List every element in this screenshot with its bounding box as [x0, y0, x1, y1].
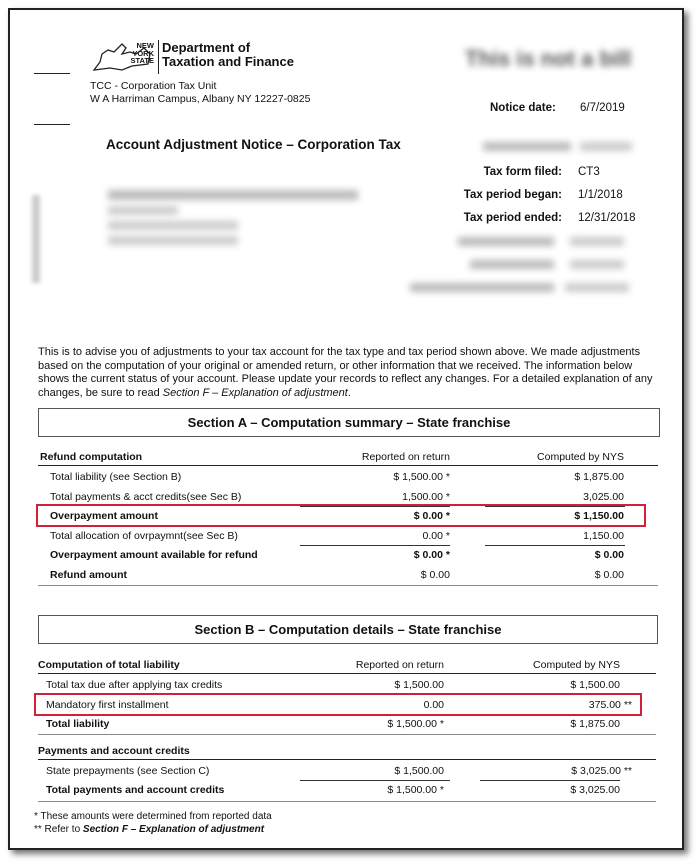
computed-value: $ 1,500.00	[570, 679, 620, 691]
section-b-header: Section B – Computation details – State franchise	[38, 615, 658, 644]
redacted-field-value	[565, 283, 629, 292]
unit-name: TCC - Corporation Tax Unit	[90, 80, 217, 92]
row-label: Total liability	[46, 718, 110, 730]
computed-value: $ 1,875.00	[570, 718, 620, 730]
reported-value: $ 0.00 *	[413, 510, 450, 522]
row-label: Mandatory first installment	[46, 699, 169, 711]
tax-form-value: CT3	[578, 166, 600, 178]
computed-column-header: Computed by NYS	[537, 451, 624, 463]
redacted-address-line	[108, 206, 178, 215]
unit-street: W A Harriman Campus, Albany NY 12227-0825	[90, 93, 311, 105]
intro-text: This is to advise you of adjustments to your tax account for the tax type and tax period shown above. We made adjustments based on the computation of your original or amended return, or other information that we received. The information below shows the current status of your account. Please update your records to reflect any changes. For a detailed explanation of any changes, be sure to read	[38, 346, 653, 399]
row-separator	[38, 734, 656, 735]
computed-value: $ 1,875.00	[574, 471, 624, 483]
notice-date-value: 6/7/2019	[580, 102, 625, 114]
computed-value: $ 3,025.00	[570, 784, 620, 796]
redacted-side-text	[32, 195, 40, 283]
highlight-overpayment	[36, 504, 646, 527]
intro-reference: Section F – Explanation of adjustment	[162, 386, 348, 399]
redacted-field-label	[470, 260, 554, 269]
row-separator	[38, 585, 658, 586]
intro-paragraph	[38, 346, 658, 400]
reported-value: 1,500.00 *	[402, 491, 450, 503]
department-line-1: Department of	[162, 40, 251, 55]
computed-value: 1,150.00	[583, 530, 624, 542]
notice-date-label: Notice date:	[490, 102, 556, 114]
row-separator	[38, 801, 656, 802]
liability-group-label: Computation of total liability	[38, 659, 180, 671]
margin-mark	[34, 73, 70, 74]
footnote-refer-section: Section F – Explanation of adjustment	[82, 823, 265, 835]
computed-value: $ 0.00	[594, 549, 624, 561]
computed-value: $ 1,150.00	[574, 510, 624, 522]
logo-divider	[158, 40, 159, 74]
department-name	[162, 41, 294, 69]
tax-form-label: Tax form filed:	[483, 166, 562, 178]
margin-mark	[34, 124, 70, 125]
period-ended-value: 12/31/2018	[578, 212, 636, 224]
computed-value: 375.00 **	[588, 699, 632, 711]
department-line-2: Taxation and Finance	[162, 54, 294, 69]
unit-address	[90, 80, 310, 106]
sum-rule	[485, 545, 625, 546]
reported-value: $ 1,500.00 *	[387, 718, 444, 730]
reported-value: $ 1,500.00	[394, 679, 444, 691]
sum-rule	[300, 780, 450, 781]
computed-value: $ 3,025.00 **	[571, 765, 632, 777]
row-label: State prepayments (see Section C)	[46, 765, 210, 777]
sum-rule	[300, 545, 450, 546]
redacted-field-value	[570, 237, 624, 246]
row-label: Overpayment amount available for refund	[50, 549, 258, 561]
redacted-address-line	[108, 221, 238, 230]
row-label: Total tax due after applying tax credits	[46, 679, 223, 691]
reported-value: 0.00	[423, 699, 444, 711]
not-a-bill-banner: This is not a bill	[465, 46, 632, 71]
section-a-header-rule	[38, 465, 658, 466]
section-b-header-rule	[38, 673, 656, 674]
reported-column-header: Reported on return	[361, 451, 450, 463]
redacted-field-value	[580, 142, 632, 151]
row-label: Total liability (see Section B)	[50, 471, 182, 483]
redacted-address-line	[108, 190, 358, 200]
redacted-address-line	[108, 236, 238, 245]
computed-value: 3,025.00	[583, 491, 624, 503]
reported-column-header: Reported on return	[355, 659, 444, 671]
reported-value: $ 0.00	[420, 569, 450, 581]
reported-value: 0.00 *	[422, 530, 450, 542]
highlight-mandatory-installment	[34, 693, 642, 716]
row-label: Total allocation of ovrpaymnt(see Sec B)	[50, 530, 238, 542]
period-began-label: Tax period began:	[463, 189, 562, 201]
redacted-field-label	[410, 283, 554, 292]
payments-header-rule	[38, 759, 656, 760]
payments-group-label: Payments and account credits	[38, 745, 190, 757]
notice-title: Account Adjustment Notice – Corporation Tax	[106, 137, 401, 152]
row-label: Overpayment amount	[50, 510, 158, 522]
row-label: Total payments & acct credits(see Sec B)	[50, 491, 242, 503]
reported-value: $ 1,500.00 *	[387, 784, 444, 796]
row-label: Total payments and account credits	[46, 784, 225, 796]
footnote-refer-prefix: ** Refer to	[34, 823, 83, 835]
row-label: Refund amount	[50, 569, 127, 581]
computed-column-header: Computed by NYS	[533, 659, 620, 671]
period-began-value: 1/1/2018	[578, 189, 623, 201]
footnote-refer	[34, 824, 272, 837]
reported-value: $ 1,500.00 *	[393, 471, 450, 483]
redacted-field-label	[458, 237, 554, 246]
redacted-field-label	[483, 142, 571, 151]
footnotes	[34, 811, 272, 836]
intro-end: .	[347, 386, 351, 399]
redacted-field-value	[570, 260, 624, 269]
document-page	[8, 8, 684, 850]
computed-value: $ 0.00	[594, 569, 624, 581]
section-a-header: Section A – Computation summary – State franchise	[38, 408, 660, 437]
refund-computation-label: Refund computation	[40, 451, 143, 463]
reported-value: $ 1,500.00	[394, 765, 444, 777]
reported-value: $ 0.00 *	[413, 549, 450, 561]
sum-rule	[480, 780, 620, 781]
footnote-reported-data: * These amounts were determined from reported data	[34, 811, 272, 822]
period-ended-label: Tax period ended:	[463, 212, 562, 224]
logo-text: NEW YORK STATE	[130, 41, 154, 65]
